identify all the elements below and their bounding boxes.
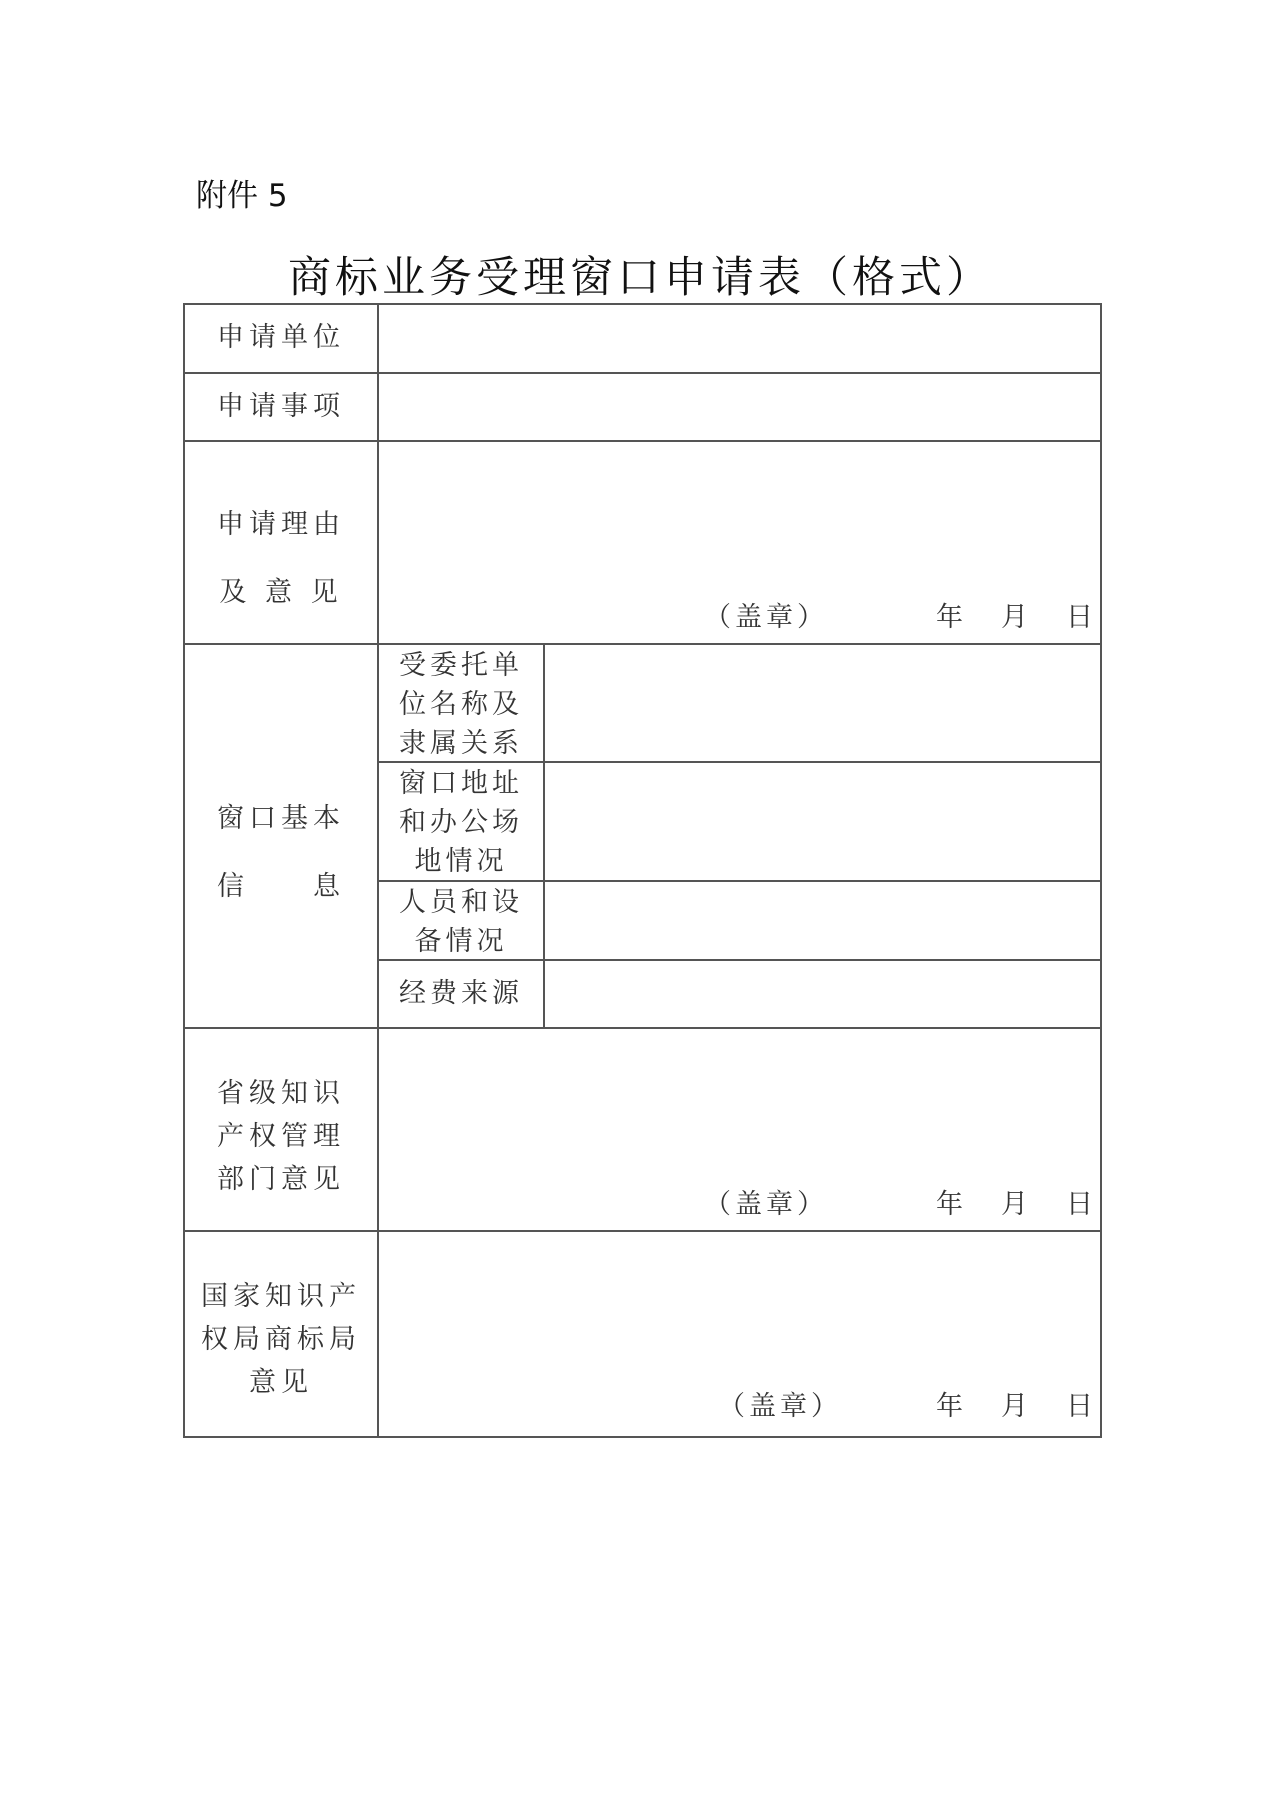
field-window-address[interactable] [545,763,1100,880]
label-reason-line: 及 意 见 [219,577,343,608]
field-funding-source[interactable] [545,961,1100,1027]
label-staff-equipment [379,883,543,961]
month-text: 月 [1001,1189,1028,1220]
label-national-opinion [185,1275,377,1404]
month-text: 月 [1001,602,1028,633]
label-window-info [185,785,377,921]
day-text: 日 [1066,602,1093,633]
seal-text: （盖章） [704,1189,828,1220]
label-matter [185,374,377,440]
label-window-info-line: 信 息 [217,871,345,902]
field-applicant[interactable] [379,305,1100,372]
label-provincial-line: 产权管理 [217,1121,345,1152]
label-funding-source [379,961,543,1027]
sub-label-line: 受委托单 [399,650,523,681]
label-national-line: 权局商标局 [201,1324,361,1355]
year-text: 年 [936,602,963,633]
sub-label-line: 隶属关系 [399,728,523,759]
field-entrusted-unit[interactable] [545,645,1100,761]
label-applicant [185,303,377,372]
sub-label-line: 人员和设 [399,887,523,918]
day-text: 日 [1066,1189,1093,1220]
provincial-signature-line [704,1182,1093,1221]
label-provincial-line: 部门意见 [217,1164,345,1195]
label-provincial-line: 省级知识 [217,1078,345,1109]
sub-label-line: 和办公场 [399,807,523,838]
label-national-line: 国家知识产 [201,1281,361,1312]
year-text: 年 [936,1189,963,1220]
field-staff-equipment[interactable] [545,882,1100,959]
reason-signature-line [704,595,1093,634]
label-matter-text: 申请事项 [217,391,345,422]
day-text: 日 [1066,1391,1093,1422]
sub-label-line: 经费来源 [399,978,523,1009]
national-signature-line [718,1384,1093,1423]
label-window-address [379,764,543,881]
sub-label-line: 地情况 [414,846,508,877]
sub-label-line: 备情况 [414,926,508,957]
label-entrusted-unit [379,646,543,763]
month-text: 月 [1001,1391,1028,1422]
label-reason [185,491,377,627]
sub-label-line: 位名称及 [399,689,523,720]
field-matter[interactable] [379,374,1100,440]
attachment-label: 附件 5 [196,178,288,214]
label-window-info-line: 窗口基本 [217,803,345,834]
label-national-line: 意见 [249,1367,313,1398]
seal-text: （盖章） [704,602,828,633]
year-text: 年 [936,1391,963,1422]
seal-text: （盖章） [718,1391,842,1422]
label-provincial-opinion [185,1072,377,1201]
page-title: 商标业务受理窗口申请表（格式） [288,253,993,303]
sub-label-line: 窗口地址 [399,768,523,799]
label-applicant-text: 申请单位 [217,322,345,353]
label-reason-line: 申请理由 [217,509,345,540]
